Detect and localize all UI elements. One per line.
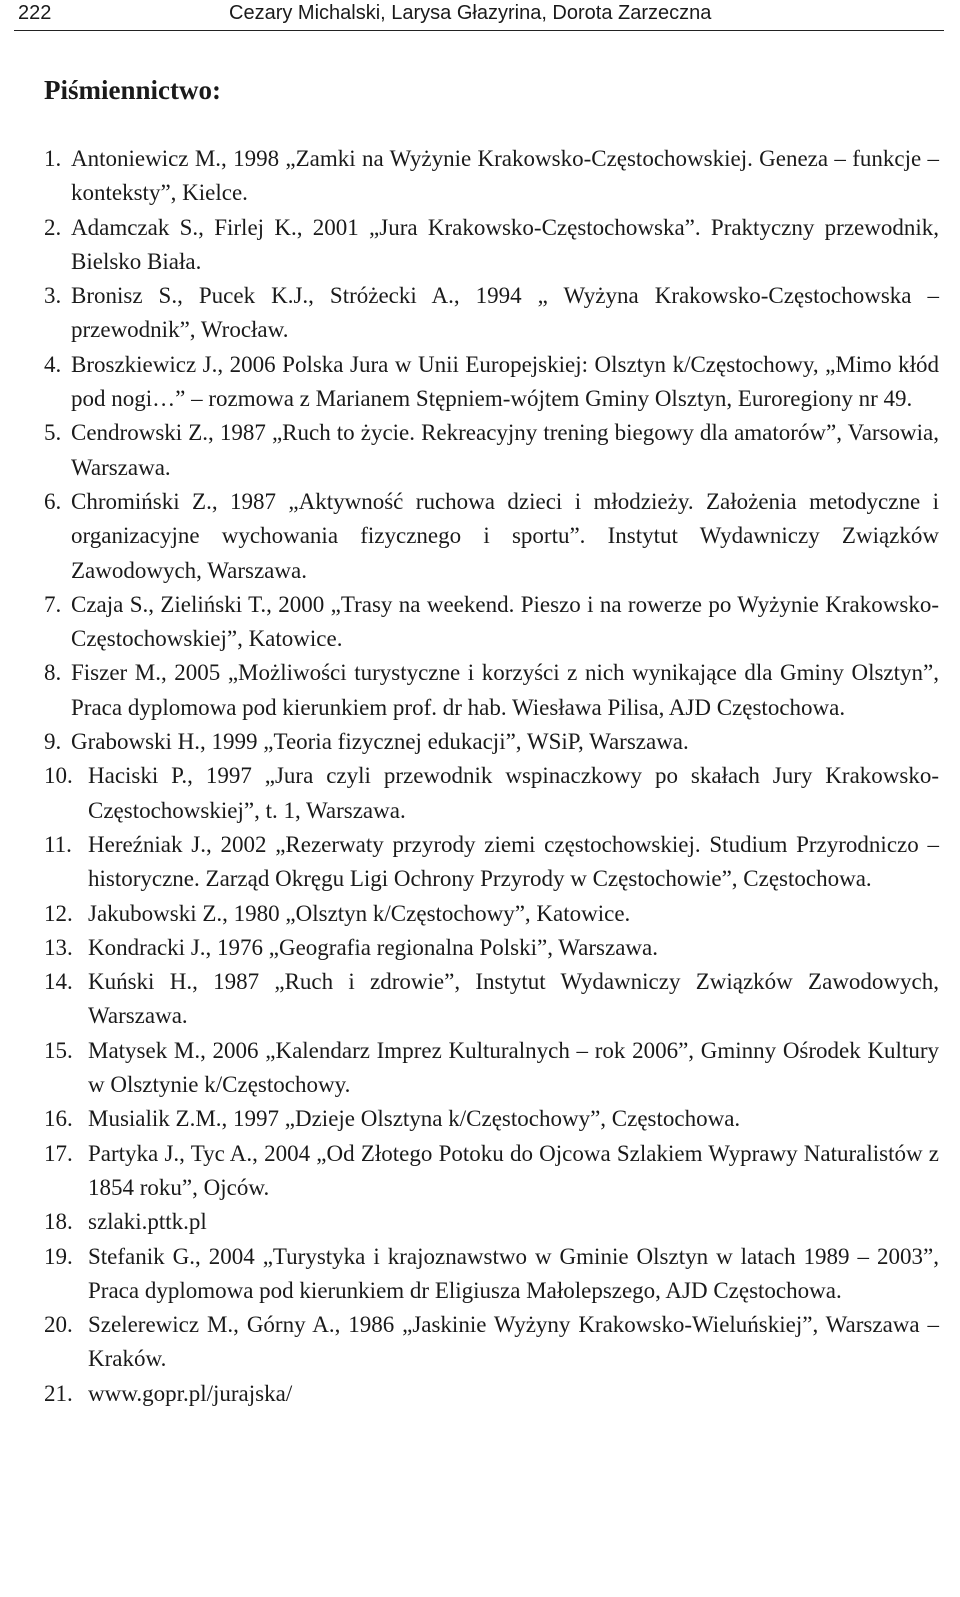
reference-number: 21. [44,1380,73,1406]
reference-item [44,828,939,897]
reference-number: 6. [44,488,62,514]
reference-text: Szelerewicz M., Górny A., 1986 „Jaskinie Wyżyny Krakowsko-Wieluńskiej”, Warszawa – Kraków. [88,1312,939,1372]
reference-item [44,1308,939,1377]
reference-text: Czaja S., Zieliński T., 2000 „Trasy na weekend. Pieszo i na rowerze po Wyżynie Krakowsko-Częstochowskiej”, Katowice. [71,591,939,652]
reference-item [44,725,939,759]
reference-number: 11. [44,831,72,857]
reference-item [44,416,939,485]
reference-text: Cendrowski Z., 1987 „Ruch to życie. Rekreacyjny trening biegowy dla amatorów”, Varsowia, Warszawa. [71,420,939,480]
reference-number: 5. [44,420,62,446]
reference-item [44,1240,939,1309]
reference-item [44,142,939,211]
running-head-authors: Cezary Michalski, Larysa Głazyrina, Dorota Zarzeczna [229,2,712,24]
reference-text: Antoniewicz M., 1998 „Zamki na Wyżynie Krakowsko-Częstochowskiej. Geneza – funkcje – konteksty”, Kielce. [71,146,939,206]
reference-number: 13. [44,934,73,960]
reference-item [44,931,939,965]
reference-text: Stefanik G., 2004 „Turystyka i krajoznawstwo w Gminie Olsztyn w latach 1989 – 2003”, Praca dyplomowa pod kierunkiem dr Eligiusza Małolepszego, AJD Częstochowa. [88,1243,939,1303]
reference-item [44,897,939,931]
reference-text: Broszkiewicz J., 2006 Polska Jura w Unii Europejskiej: Olsztyn k/Częstochowy, „Mimo kłód pod nogi…” – rozmowa z Marianem Stępniem-wójtem Gminy Olsztyn, Euroregiony nr 49. [71,351,939,412]
reference-number: 7. [44,591,62,617]
reference-text: Hereźniak J., 2002 „Rezerwaty przyrody ziemi częstochowskiej. Studium Przyrodniczo – historyczne. Zarząd Okręgu Ligi Ochrony Przyrody w Częstochowie”, Częstochowa. [88,831,939,892]
reference-text: Musialik Z.M., 1997 „Dzieje Olsztyna k/Częstochowy”, Częstochowa. [88,1106,741,1132]
reference-number: 15. [44,1037,73,1063]
reference-text: Fiszer M., 2005 „Możliwości turystyczne i korzyści z nich wynikające dla Gminy Olsztyn”, Praca dyplomowa pod kierunkiem prof. dr hab. Wiesława Pilisa, AJD Częstochowa. [71,660,939,720]
reference-number: 3. [44,283,62,309]
reference-text: Adamczak S., Firlej K., 2001 „Jura Krakowsko-Częstochowska”. Praktyczny przewodnik, Bielsko Biała. [71,214,939,274]
reference-item [44,1205,939,1239]
reference-text: Matysek M., 2006 „Kalendarz Imprez Kulturalnych – rok 2006”, Gminny Ośrodek Kultury w Olsztynie k/Częstochowy. [88,1037,939,1098]
reference-item [44,211,939,280]
reference-number: 10. [44,763,73,789]
page-number: 222 [18,2,52,24]
reference-number: 4. [44,351,62,377]
reference-text: Jakubowski Z., 1980 „Olsztyn k/Częstochowy”, Katowice. [88,900,631,926]
reference-item [44,348,939,417]
reference-number: 8. [44,660,62,686]
reference-item [44,1137,939,1206]
reference-text: Bronisz S., Pucek K.J., Stróżecki A., 1994 „ Wyżyna Krakowsko-Częstochowska – przewodnik”, Wrocław. [71,283,939,343]
reference-item [44,1102,939,1136]
reference-item [44,279,939,348]
reference-text: Kondracki J., 1976 „Geografia regionalna Polski”, Warszawa. [88,934,658,960]
reference-number: 18. [44,1209,73,1235]
reference-number: 17. [44,1140,73,1166]
reference-number: 19. [44,1243,73,1269]
reference-text: Kuński H., 1987 „Ruch i zdrowie”, Instytut Wydawniczy Związków Zawodowych, Warszawa. [88,969,939,1029]
reference-text: Partyka J., Tyc A., 2004 „Od Złotego Potoku do Ojcowa Szlakiem Wyprawy Naturalistów z 1854 roku”, Ojców. [88,1140,939,1200]
reference-item [44,1377,939,1411]
reference-number: 2. [44,214,62,240]
reference-number: 20. [44,1312,73,1338]
reference-text: Haciski P., 1997 „Jura czyli przewodnik wspinaczkowy po skałach Jury Krakowsko-Częstochowskiej”, t. 1, Warszawa. [88,763,939,823]
running-head [14,0,944,31]
reference-item [44,759,939,828]
reference-link: www.gopr.pl/jurajska/ [88,1380,293,1406]
reference-text: Grabowski H., 1999 „Teoria fizycznej edukacji”, WSiP, Warszawa. [71,729,689,755]
reference-number: 1. [44,146,62,171]
reference-number: 9. [44,729,62,755]
reference-number: 12. [44,900,73,926]
reference-text: Chromiński Z., 1987 „Aktywność ruchowa dzieci i młodzieży. Założenia metodyczne i organizacyjne wychowania fizycznego i sportu”. Instytut Wydawniczy Związków Zawodowych, Warszawa. [71,488,939,583]
reference-item [44,656,939,725]
reference-number: 16. [44,1106,73,1132]
reference-list [44,142,939,1411]
reference-item [44,485,939,588]
reference-item [44,588,939,657]
reference-link: szlaki.pttk.pl [88,1209,207,1235]
section-heading: Piśmiennictwo: [44,75,221,105]
reference-item [44,1034,939,1103]
reference-item [44,965,939,1034]
reference-number: 14. [44,969,73,995]
